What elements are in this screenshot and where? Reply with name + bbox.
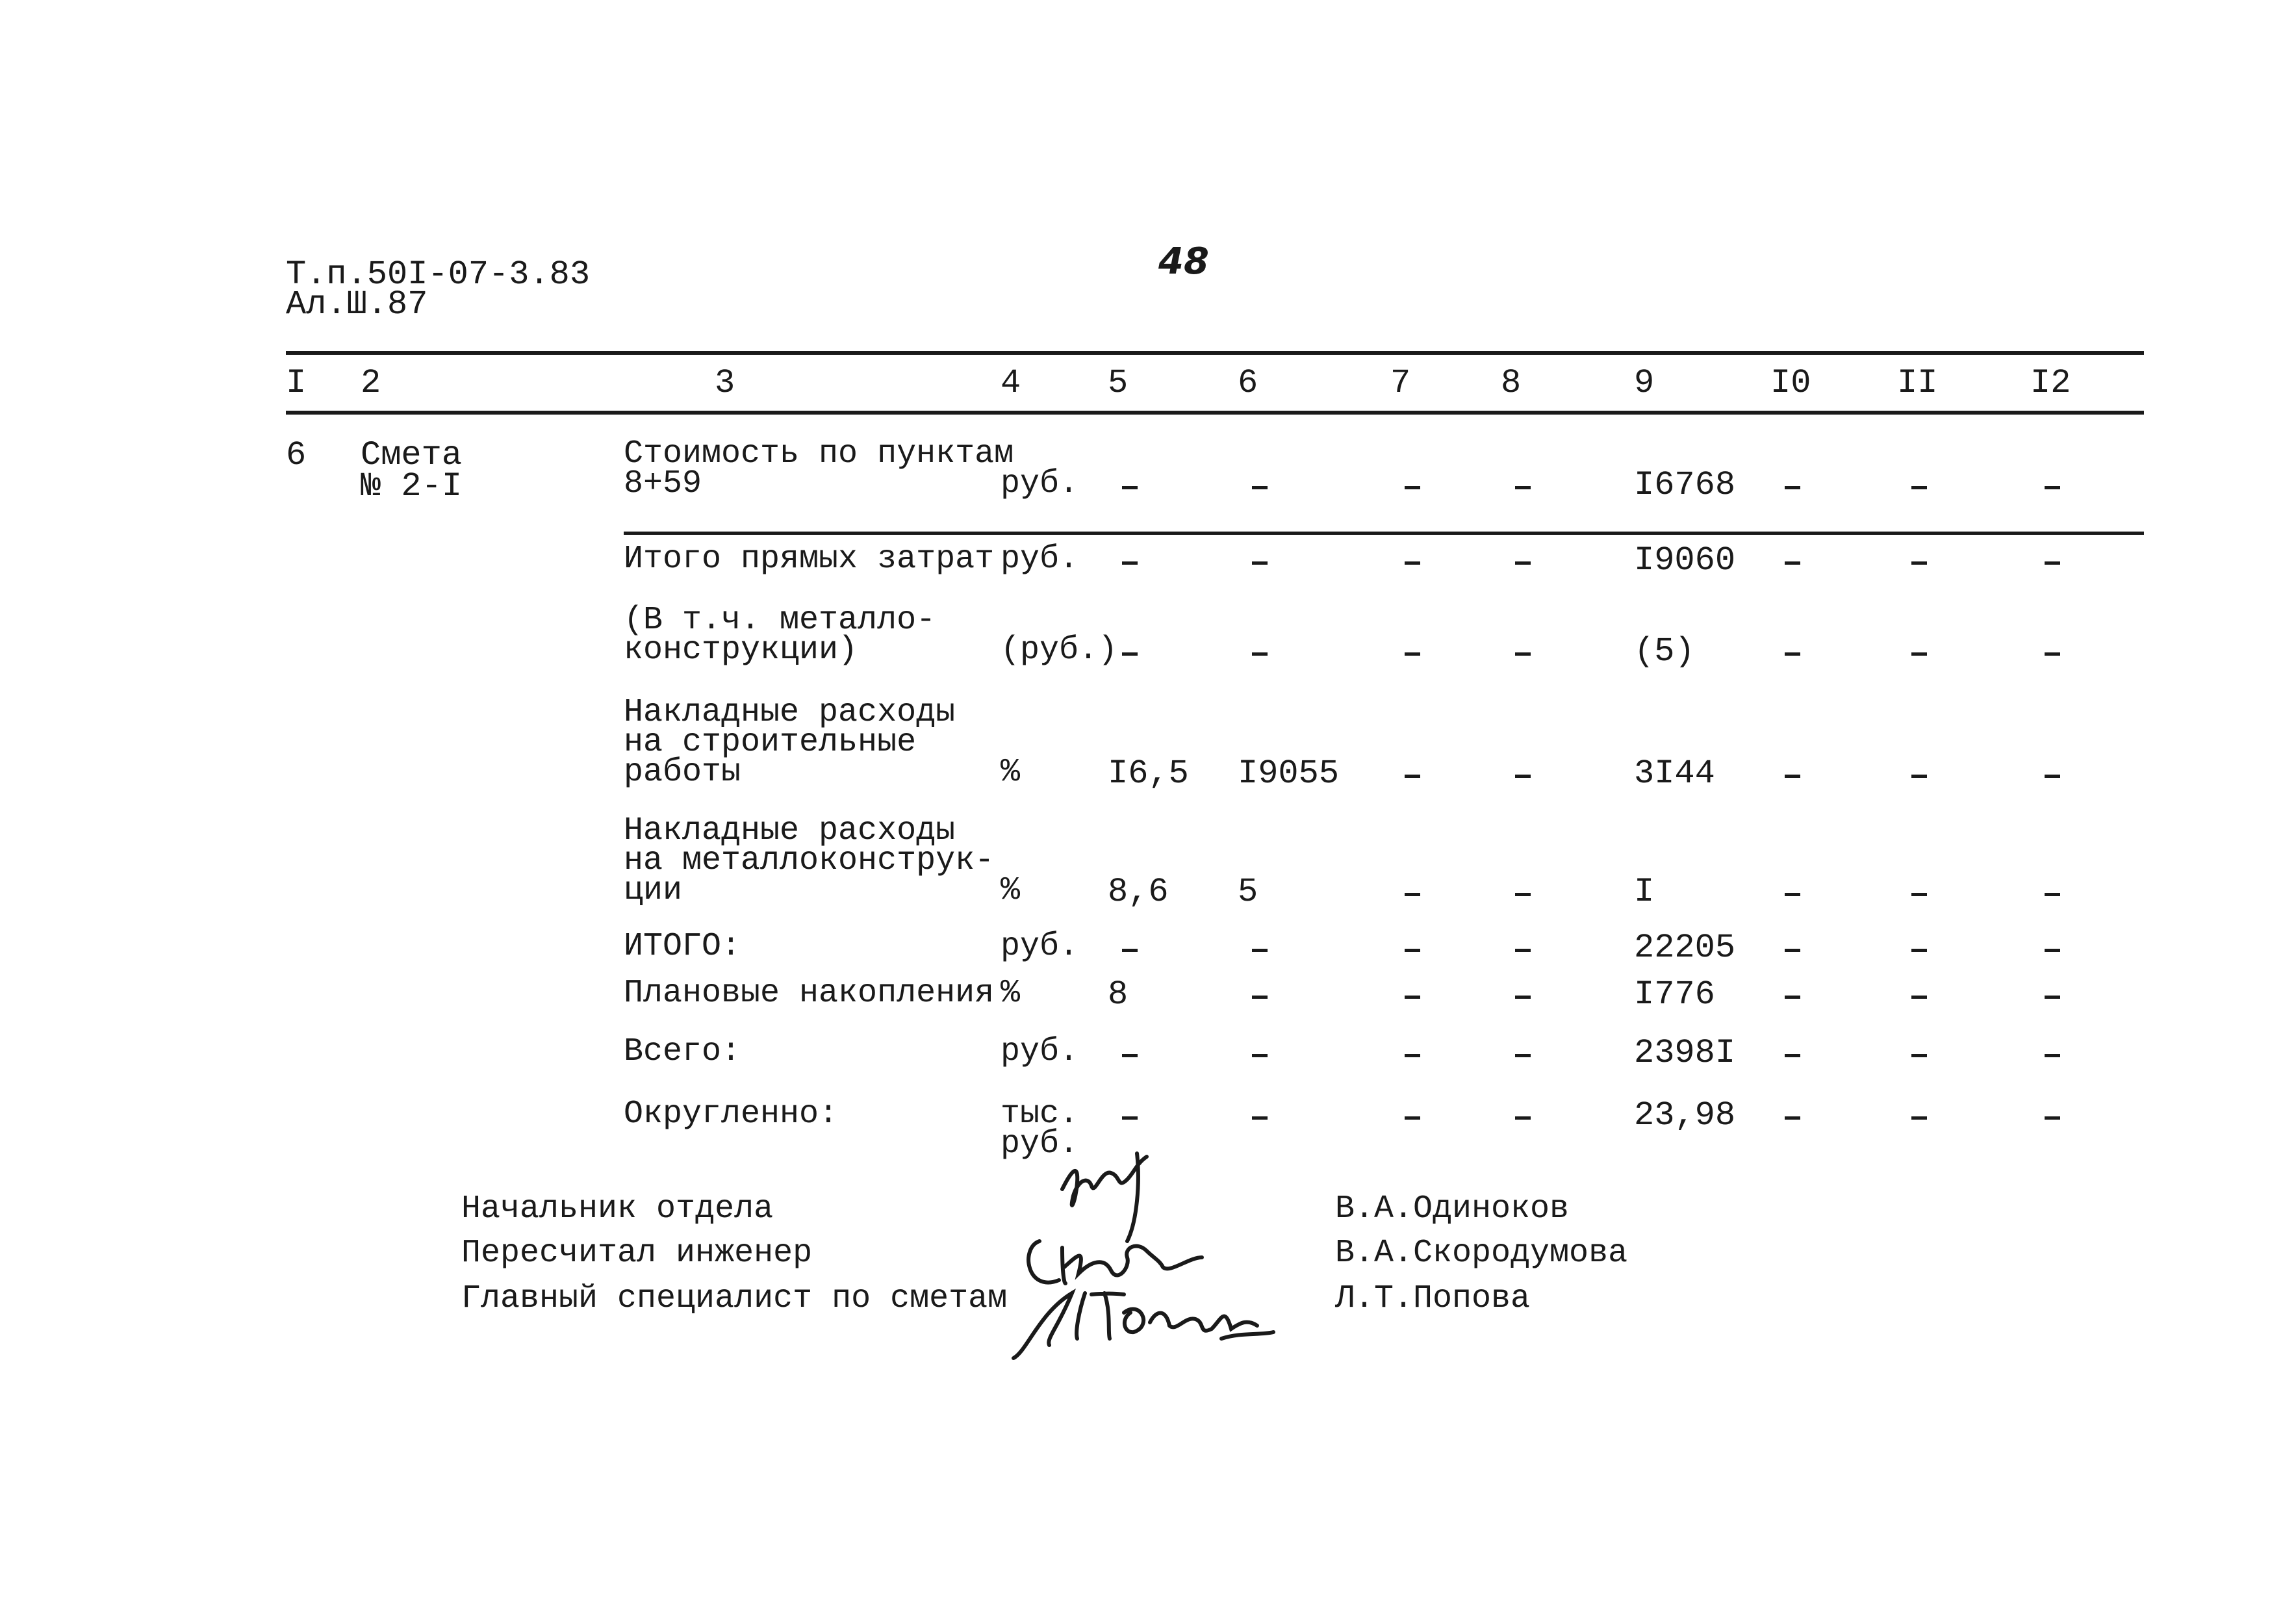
row-unit: руб. — [1001, 541, 1079, 578]
column-number-7: 7 — [1390, 364, 1411, 402]
signature-name: Л.Т.Попова — [1335, 1280, 1531, 1317]
cell-col6 — [1252, 561, 1268, 565]
cell-col12 — [2045, 996, 2060, 999]
cell-col9: I6768 — [1634, 466, 1736, 504]
cell-col8 — [1515, 486, 1531, 489]
cell-col5: 8 — [1108, 975, 1129, 1014]
cell-col10 — [1785, 893, 1800, 896]
cell-col7 — [1405, 775, 1420, 778]
row-unit: % — [1001, 754, 1021, 791]
cell-col11 — [1911, 486, 1927, 489]
row-label: (В т.ч. металло- конструкции) — [624, 602, 936, 669]
cell-col11 — [1911, 1116, 1927, 1120]
cell-col10 — [1785, 775, 1800, 778]
signature-name: В.А.Одиноков — [1335, 1190, 1570, 1228]
row-unit: % — [1001, 872, 1021, 909]
row-unit: руб. — [1001, 928, 1079, 965]
cell-col8 — [1515, 949, 1531, 952]
cell-col6 — [1252, 1116, 1268, 1120]
cell-col10 — [1785, 949, 1800, 952]
cell-col12 — [2045, 1054, 2060, 1057]
cell-col6: I9055 — [1238, 754, 1340, 793]
row-label: Плановые накопления — [624, 975, 995, 1012]
cell-col8 — [1515, 893, 1531, 896]
cell-col8 — [1515, 996, 1531, 999]
cell-col8 — [1515, 1054, 1531, 1057]
cell-col9: 2398I — [1634, 1034, 1736, 1072]
row-unit: руб. — [1001, 1033, 1079, 1070]
cell-col7 — [1405, 652, 1420, 656]
cell-col9: 23,98 — [1634, 1096, 1736, 1135]
row-label: Стоимость по пунктам 8+59 — [624, 435, 1014, 502]
signature-role: Главный специалист по сметам — [461, 1280, 1008, 1317]
cell-col10 — [1785, 561, 1800, 565]
cell-col9: I776 — [1634, 975, 1715, 1014]
cell-col11 — [1911, 949, 1927, 952]
row-unit: (руб.) — [1001, 632, 1118, 669]
cell-col5 — [1122, 1116, 1138, 1120]
cell-col7 — [1405, 486, 1420, 489]
cell-col9: I — [1634, 873, 1655, 911]
handwritten-signatures — [1001, 1144, 1338, 1358]
signature-role: Начальник отдела — [461, 1190, 774, 1228]
column-header-rule — [286, 411, 2144, 415]
cell-col10 — [1785, 996, 1800, 999]
cell-col11 — [1911, 996, 1927, 999]
column-number-12: I2 — [2030, 364, 2071, 402]
cell-col10 — [1785, 486, 1800, 489]
doc-code-line1: Т.п.50I-07-3.83 — [286, 255, 591, 294]
row-label: Итого прямых затрат — [624, 541, 995, 578]
row-unit: руб. — [1001, 465, 1079, 502]
cell-col12 — [2045, 949, 2060, 952]
cell-col11 — [1911, 1054, 1927, 1057]
column-number-6: 6 — [1238, 364, 1258, 402]
signature-name: В.А.Скородумова — [1335, 1235, 1628, 1272]
estimate-number: № 2-I — [361, 467, 463, 506]
cell-col5 — [1122, 486, 1138, 489]
row-label: Накладные расходы на металлоконструк- ции — [624, 812, 995, 909]
cell-col5: I6,5 — [1108, 754, 1189, 793]
estimate-title: Смета — [361, 436, 463, 474]
subtotal-rule — [624, 532, 2144, 535]
signature-role: Пересчитал инженер — [461, 1235, 813, 1272]
cell-col12 — [2045, 561, 2060, 565]
cell-col7 — [1405, 996, 1420, 999]
cell-col9: I9060 — [1634, 541, 1736, 580]
cell-col7 — [1405, 949, 1420, 952]
cell-col5: 8,6 — [1108, 873, 1169, 911]
cell-col12 — [2045, 775, 2060, 778]
cell-col10 — [1785, 1116, 1800, 1120]
cell-col7 — [1405, 561, 1420, 565]
column-number-1: I — [286, 364, 307, 402]
cell-col7 — [1405, 1054, 1420, 1057]
column-number-5: 5 — [1108, 364, 1129, 402]
column-number-2: 2 — [361, 364, 381, 402]
cell-col7 — [1405, 1116, 1420, 1120]
cell-col11 — [1911, 893, 1927, 896]
row-unit: % — [1001, 975, 1021, 1012]
cell-col5 — [1122, 949, 1138, 952]
table-top-rule — [286, 351, 2144, 355]
cell-col6: 5 — [1238, 873, 1258, 911]
cell-col12 — [2045, 1116, 2060, 1120]
cell-col10 — [1785, 1054, 1800, 1057]
cell-col10 — [1785, 652, 1800, 656]
cell-col5 — [1122, 561, 1138, 565]
cell-col12 — [2045, 893, 2060, 896]
cell-col9: (5) — [1634, 632, 1695, 671]
column-number-3: 3 — [715, 364, 735, 402]
row-unit: тыс. руб. — [1001, 1096, 1079, 1163]
column-number-11: II — [1897, 364, 1938, 402]
row-label: ИТОГО: — [624, 928, 741, 965]
cell-col9: 3I44 — [1634, 754, 1715, 793]
cell-col6 — [1252, 1054, 1268, 1057]
column-number-4: 4 — [1001, 364, 1021, 402]
cell-col8 — [1515, 775, 1531, 778]
cell-col8 — [1515, 1116, 1531, 1120]
cell-col11 — [1911, 775, 1927, 778]
cell-col9: 22205 — [1634, 929, 1736, 967]
row-label: Округленно: — [624, 1096, 839, 1133]
cell-col8 — [1515, 652, 1531, 656]
cell-col6 — [1252, 486, 1268, 489]
cell-col6 — [1252, 996, 1268, 999]
column-number-8: 8 — [1501, 364, 1522, 402]
row-number: 6 — [286, 436, 307, 474]
column-number-10: I0 — [1770, 364, 1811, 402]
cell-col7 — [1405, 893, 1420, 896]
cell-col11 — [1911, 561, 1927, 565]
row-label: Всего: — [624, 1033, 741, 1070]
cell-col6 — [1252, 652, 1268, 656]
cell-col11 — [1911, 652, 1927, 656]
page-number: 48 — [1158, 240, 1209, 283]
row-label: Накладные расходы на строительные работы — [624, 694, 956, 791]
cell-col12 — [2045, 486, 2060, 489]
column-number-9: 9 — [1634, 364, 1655, 402]
cell-col5 — [1122, 1054, 1138, 1057]
cell-col6 — [1252, 949, 1268, 952]
doc-code-line2: Ал.Ш.87 — [286, 285, 428, 324]
cell-col5 — [1122, 652, 1138, 656]
cell-col8 — [1515, 561, 1531, 565]
cell-col12 — [2045, 652, 2060, 656]
